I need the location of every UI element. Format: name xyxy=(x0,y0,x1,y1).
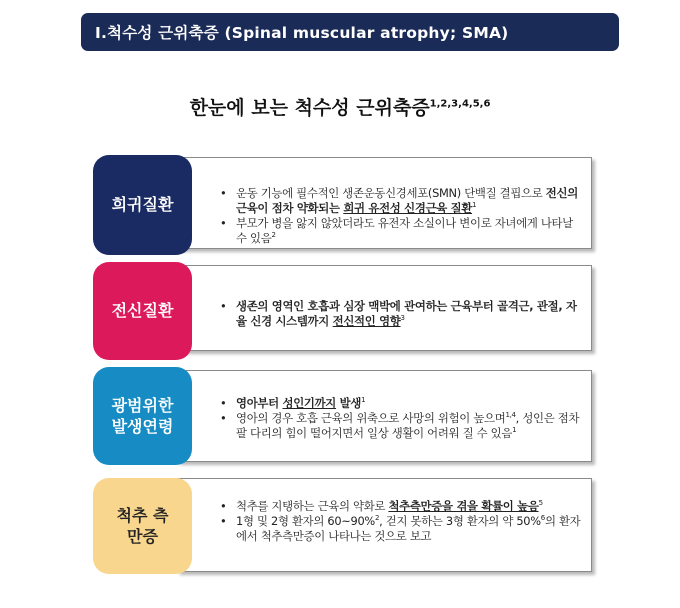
bullet-text xyxy=(236,186,578,215)
bullet-icon: • xyxy=(220,514,227,528)
bullet-icon: • xyxy=(220,186,227,200)
bullet-text xyxy=(236,514,580,543)
label-badge-text: 척추 측만증 xyxy=(116,505,169,546)
text-run: 생존의 영역인 호흡과 심장 맥박에 관여하는 근육부터 골격근, 관절, 자율 신경 시스템까지 xyxy=(236,299,577,328)
bullet-icon: • xyxy=(220,411,227,425)
label-badge-text: 전신질환 xyxy=(111,301,174,321)
reference-sup: 2 xyxy=(374,514,380,523)
row-rare-disease xyxy=(93,155,593,255)
reference-sup: 2 xyxy=(271,231,276,240)
list-item xyxy=(218,411,581,441)
reference-sup: 3 xyxy=(400,314,405,323)
reference-sup: 1 xyxy=(472,201,477,210)
text-run: 1형 및 2형 환자의 60~90% xyxy=(236,514,375,528)
page-title-refs: 1,2,3,4,5,6 xyxy=(429,98,491,110)
bullet-list xyxy=(218,396,581,441)
bullet-icon: • xyxy=(220,396,227,410)
list-item xyxy=(218,299,581,329)
text-run: , 걷지 못하는 3형 환자의 약 50% xyxy=(379,514,541,528)
text-run: 운동 기능에 필수적인 생존운동신경세포(SMN) 단백질 결핍으로 xyxy=(236,186,546,200)
bullet-icon: • xyxy=(220,499,227,513)
bullet-text xyxy=(236,411,579,440)
bullet-text xyxy=(236,216,573,245)
label-badge-text: 희귀질환 xyxy=(111,195,174,215)
list-item xyxy=(218,216,581,246)
section-header-title: Ⅰ.척수성 근위축증 (Spinal muscular atrophy; SMA) xyxy=(95,24,509,42)
reference-sup: 6 xyxy=(540,514,545,523)
bullet-icon: • xyxy=(220,299,227,313)
text-run: 의 환자에서 척추측만증이 나타나는 것으로 보고 xyxy=(236,514,581,543)
text-run: 전신적인 영향 xyxy=(332,314,401,328)
list-item xyxy=(218,499,581,514)
label-badge-onset-age xyxy=(93,367,192,465)
text-run: 발생 xyxy=(336,396,362,410)
reference-sup: 1 xyxy=(361,396,366,405)
bullet-list xyxy=(218,186,581,246)
text-run: 영아의 경우 호흡 근육의 위축으로 사망의 위험이 높으며 xyxy=(236,411,506,425)
page-title xyxy=(0,93,680,120)
label-badge-systemic-disease xyxy=(93,262,192,360)
label-badge-scoliosis xyxy=(93,478,192,574)
list-item xyxy=(218,186,581,216)
bullet-icon: • xyxy=(220,216,227,230)
bullet-text xyxy=(236,499,543,513)
text-run: 전신의 근육이 점차 약화되는 xyxy=(236,186,578,215)
text-run: 영아부터 xyxy=(236,396,283,410)
reference-sup: 1,4 xyxy=(505,411,516,420)
row-onset-age xyxy=(93,367,593,465)
reference-sup: 1 xyxy=(512,426,517,435)
bullet-list xyxy=(218,299,581,329)
text-run: 척추측만증을 겪을 확률이 높음 xyxy=(388,499,539,513)
text-run: 희귀 유전성 신경근육 질환 xyxy=(343,201,473,215)
label-badge-rare-disease xyxy=(93,155,192,255)
list-item xyxy=(218,396,581,411)
row-content-box xyxy=(177,478,592,572)
text-run: 성인기까지 xyxy=(282,396,337,410)
bullet-list xyxy=(218,499,581,544)
list-item xyxy=(218,514,581,544)
page-title-text: 한눈에 보는 척수성 근위축증 xyxy=(189,97,430,119)
row-content-box xyxy=(177,157,592,249)
row-content-box xyxy=(177,370,592,462)
row-content-box xyxy=(177,265,592,351)
text-run: 부모가 병을 앓지 않았더라도 유전자 소실이나 변이로 자녀에게 나타날 수 있음 xyxy=(236,216,573,245)
row-scoliosis xyxy=(93,478,593,574)
text-run: 척추를 지탱하는 근육의 약화로 xyxy=(236,499,389,513)
bullet-text xyxy=(236,299,577,328)
reference-sup: 5 xyxy=(538,499,543,508)
bullet-text xyxy=(236,396,365,410)
label-badge-text: 광범위한 발생연령 xyxy=(111,395,174,436)
row-systemic-disease xyxy=(93,262,593,360)
section-header xyxy=(81,13,619,51)
text-run: , 성인은 점차 팔 다리의 힘이 떨어지면서 일상 생활이 어려워 질 수 있음 xyxy=(236,411,580,440)
